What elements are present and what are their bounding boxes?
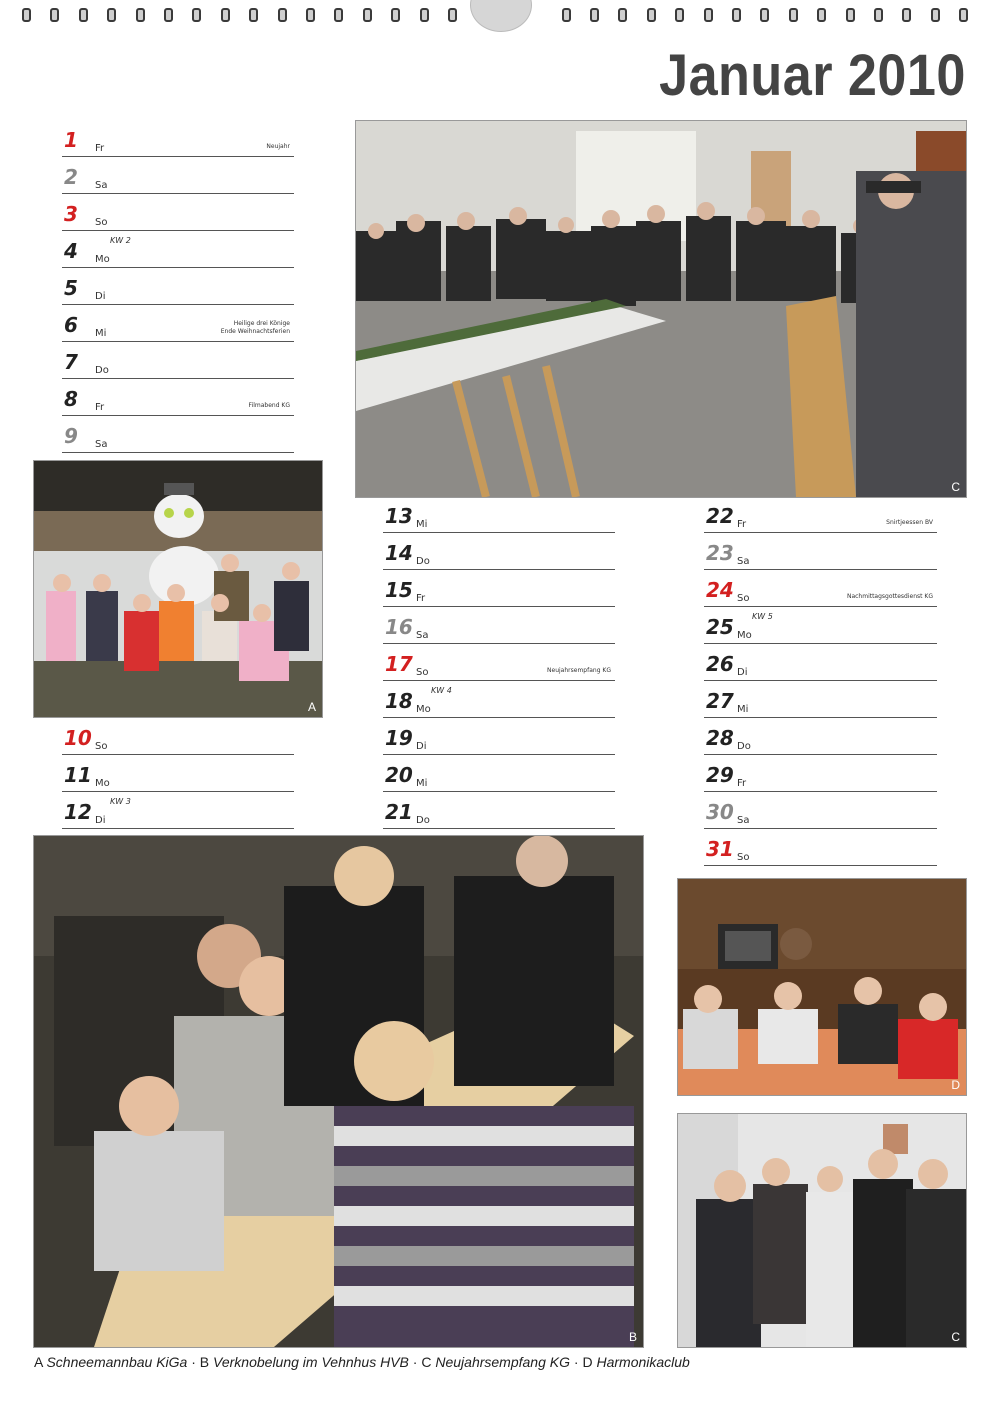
weekday-abbr: Do — [737, 741, 751, 752]
day-number: 1 — [64, 128, 78, 152]
day-number: 17 — [385, 652, 413, 676]
binding-ring — [249, 8, 258, 22]
weekday-abbr: Di — [95, 815, 106, 826]
month-name: Januar — [659, 43, 834, 108]
year: 2010 — [848, 43, 966, 108]
day-row — [704, 833, 937, 866]
day-event: Snirtjeessen BV — [886, 519, 933, 526]
day-number: 23 — [706, 541, 734, 565]
caption-text-d: Harmonikaclub — [596, 1354, 690, 1370]
day-row — [62, 796, 294, 829]
day-row — [704, 759, 937, 792]
weekday-abbr: So — [416, 667, 429, 678]
calendar-week: KW 3 — [110, 797, 131, 806]
binding-ring — [675, 8, 684, 22]
calendar-week: KW 5 — [752, 612, 773, 621]
weekday-abbr: Sa — [737, 556, 750, 567]
binding-ring — [590, 8, 599, 22]
binding-ring — [164, 8, 173, 22]
photo-knobeln — [33, 835, 644, 1348]
day-number: 30 — [706, 800, 734, 824]
day-number: 31 — [706, 837, 734, 861]
weekday-abbr: Fr — [737, 778, 747, 789]
weekday-abbr: So — [95, 741, 108, 752]
weekday-abbr: Mi — [95, 328, 107, 339]
binding-ring — [732, 8, 741, 22]
day-row — [62, 198, 294, 231]
day-row — [704, 537, 937, 570]
day-number: 25 — [706, 615, 734, 639]
day-number: 21 — [385, 800, 413, 824]
day-number: 11 — [64, 763, 92, 787]
weekday-abbr: Mo — [95, 778, 110, 789]
binding-ring — [846, 8, 855, 22]
day-number: 9 — [64, 424, 78, 448]
day-number: 5 — [64, 276, 78, 300]
photo-caption — [34, 1354, 690, 1370]
day-row — [704, 685, 937, 718]
day-number: 28 — [706, 726, 734, 750]
knobeln-scene-image — [34, 836, 643, 1347]
day-number: 3 — [64, 202, 78, 226]
photo-label-a: A — [307, 700, 316, 714]
day-row — [62, 722, 294, 755]
day-row — [704, 500, 937, 533]
day-row — [704, 648, 937, 681]
binding-ring — [931, 8, 940, 22]
reception-scene-image — [356, 121, 966, 497]
binding-ring — [902, 8, 911, 22]
day-number: 13 — [385, 504, 413, 528]
calendar-week: KW 4 — [431, 686, 452, 695]
binding-ring — [789, 8, 798, 22]
binding-ring — [363, 8, 372, 22]
day-number: 22 — [706, 504, 734, 528]
caption-sep: · — [408, 1354, 422, 1370]
weekday-abbr: Sa — [737, 815, 750, 826]
weekday-abbr: Di — [416, 741, 427, 752]
spiral-binding — [0, 0, 1000, 30]
binding-ring — [50, 8, 59, 22]
weekday-abbr: Fr — [95, 143, 105, 154]
binding-ring — [959, 8, 968, 22]
day-row — [383, 500, 615, 533]
day-row — [62, 309, 294, 342]
binding-ring — [306, 8, 315, 22]
day-row — [704, 574, 937, 607]
day-row — [62, 124, 294, 157]
caption-key-c: C — [421, 1354, 432, 1370]
binding-ring — [448, 8, 457, 22]
day-row — [704, 796, 937, 829]
weekday-abbr: Mo — [95, 254, 110, 265]
caption-key-b: B — [199, 1354, 210, 1370]
day-row — [383, 722, 615, 755]
weekday-abbr: Di — [95, 291, 106, 302]
weekday-abbr: Di — [737, 667, 748, 678]
binding-ring — [391, 8, 400, 22]
caption-key-a: A — [34, 1354, 43, 1370]
day-row — [383, 537, 615, 570]
page-title — [659, 42, 966, 109]
day-row — [383, 574, 615, 607]
day-row — [383, 648, 615, 681]
day-number: 27 — [706, 689, 734, 713]
photo-label-c-bottom: C — [951, 1330, 960, 1344]
day-row — [383, 759, 615, 792]
weekday-abbr: Sa — [95, 439, 108, 450]
binding-ring — [334, 8, 343, 22]
caption-text-a: Schneemannbau KiGa — [46, 1354, 188, 1370]
day-number: 29 — [706, 763, 734, 787]
photo-reception-bottom — [677, 1113, 967, 1348]
binding-ring — [760, 8, 769, 22]
binding-ring — [704, 8, 713, 22]
weekday-abbr: Mi — [416, 778, 428, 789]
weekday-abbr: Sa — [416, 630, 429, 641]
hanger-hole — [470, 0, 532, 32]
reception-group-image — [678, 1114, 966, 1347]
day-number: 26 — [706, 652, 734, 676]
day-event: Neujahrsempfang KG — [547, 667, 611, 674]
caption-key-d: D — [582, 1354, 593, 1370]
binding-ring — [278, 8, 287, 22]
day-number: 15 — [385, 578, 413, 602]
binding-ring — [192, 8, 201, 22]
day-row — [704, 611, 937, 644]
harmonikaclub-scene-image — [678, 879, 966, 1095]
caption-text-c: Neujahrsempfang KG — [435, 1354, 570, 1370]
binding-ring — [874, 8, 883, 22]
day-number: 24 — [706, 578, 734, 602]
day-number: 8 — [64, 387, 78, 411]
weekday-abbr: Sa — [95, 180, 108, 191]
day-event: Neujahr — [266, 143, 290, 150]
binding-ring — [221, 8, 230, 22]
weekday-abbr: So — [737, 852, 750, 863]
weekday-abbr: Mo — [737, 630, 752, 641]
day-row — [62, 420, 294, 453]
day-row — [62, 759, 294, 792]
day-number: 19 — [385, 726, 413, 750]
day-row — [62, 346, 294, 379]
binding-ring — [647, 8, 656, 22]
day-number: 14 — [385, 541, 413, 565]
binding-ring — [420, 8, 429, 22]
day-row — [62, 161, 294, 194]
day-row — [62, 235, 294, 268]
binding-ring — [817, 8, 826, 22]
day-row — [62, 272, 294, 305]
weekday-abbr: Fr — [95, 402, 105, 413]
day-number: 6 — [64, 313, 78, 337]
weekday-abbr: Mo — [416, 704, 431, 715]
day-row — [62, 383, 294, 416]
weekday-abbr: Fr — [416, 593, 426, 604]
day-event: Filmabend KG — [248, 402, 290, 409]
weekday-abbr: Do — [416, 815, 430, 826]
day-row — [704, 722, 937, 755]
weekday-abbr: Mi — [416, 519, 428, 530]
photo-label-d: D — [951, 1078, 960, 1092]
photo-label-c-top: C — [951, 480, 960, 494]
binding-ring — [136, 8, 145, 22]
caption-text-b: Verknobelung im Vehnhus HVB — [213, 1354, 409, 1370]
caption-sep: · — [187, 1354, 200, 1370]
calendar-week: KW 2 — [110, 236, 131, 245]
binding-ring — [107, 8, 116, 22]
day-event: Nachmittagsgottesdienst KG — [846, 593, 933, 600]
day-number: 18 — [385, 689, 413, 713]
day-event: Heilige drei Könige Ende Weihnachtsferien — [220, 320, 290, 335]
day-row — [383, 611, 615, 644]
weekday-abbr: Mi — [737, 704, 749, 715]
day-number: 4 — [64, 239, 78, 263]
day-number: 10 — [64, 726, 92, 750]
photo-label-b: B — [628, 1330, 637, 1344]
binding-ring — [79, 8, 88, 22]
snowman-scene-image — [34, 461, 322, 717]
binding-ring — [618, 8, 627, 22]
day-number: 12 — [64, 800, 92, 824]
day-row — [383, 796, 615, 829]
weekday-abbr: Do — [95, 365, 109, 376]
photo-reception-top — [355, 120, 967, 498]
day-row — [383, 685, 615, 718]
binding-ring — [22, 8, 31, 22]
photo-harmonikaclub — [677, 878, 967, 1096]
weekday-abbr: Do — [416, 556, 430, 567]
weekday-abbr: Fr — [737, 519, 747, 530]
photo-snowman — [33, 460, 323, 718]
day-number: 20 — [385, 763, 413, 787]
caption-sep: · — [570, 1354, 583, 1370]
binding-ring — [562, 8, 571, 22]
day-number: 16 — [385, 615, 413, 639]
weekday-abbr: So — [737, 593, 750, 604]
day-number: 7 — [64, 350, 78, 374]
weekday-abbr: So — [95, 217, 108, 228]
day-number: 2 — [64, 165, 78, 189]
